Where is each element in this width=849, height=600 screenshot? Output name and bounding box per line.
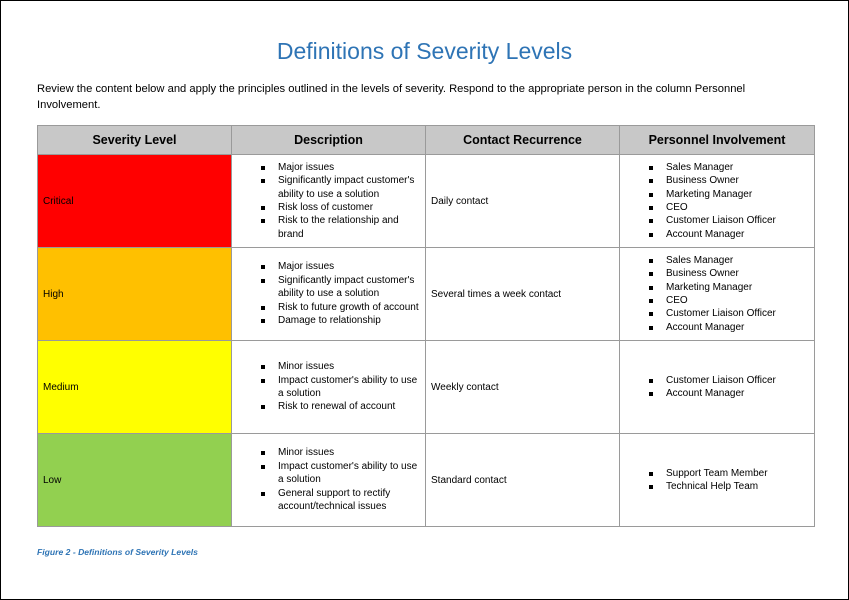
description-list (237, 260, 420, 327)
intro-paragraph: Review the content below and apply the principles outlined in the levels of severity. Respond to the appropriate person in the column Personnel Involvement. (37, 83, 746, 111)
personnel-item: Support Team Member (666, 467, 809, 480)
description-item: Risk to renewal of account (278, 400, 420, 413)
table-row (38, 434, 815, 527)
personnel-item: Customer Liaison Officer (666, 374, 809, 387)
page-title: Definitions of Severity Levels (276, 38, 573, 64)
table-row (38, 341, 815, 434)
severity-level-cell: Low (38, 434, 232, 527)
description-item: Risk to the relationship and brand (278, 214, 420, 241)
description-item: Impact customer's ability to use a solution (278, 374, 420, 401)
personnel-list (625, 374, 809, 401)
description-list (237, 161, 420, 241)
table-header-row (38, 126, 815, 155)
personnel-list (625, 161, 809, 241)
severity-level-cell: Critical (38, 155, 232, 248)
description-item: Risk to future growth of account (278, 301, 419, 313)
personnel-item: Account Manager (666, 387, 809, 400)
personnel-item: CEO (666, 294, 809, 307)
personnel-list (625, 254, 809, 334)
table-row (38, 155, 815, 248)
header-severity-level: Severity Level (38, 126, 232, 155)
severity-level-cell: Medium (38, 341, 232, 434)
description-item: Impact customer's ability to use a solution (278, 460, 420, 487)
header-description: Description (232, 126, 426, 155)
description-list (237, 446, 420, 513)
personnel-item: Marketing Manager (666, 188, 809, 201)
description-cell (232, 434, 426, 527)
contact-recurrence-cell: Standard contact (426, 434, 620, 527)
personnel-item: Business Owner (666, 267, 809, 280)
description-item: Significantly impact customer's ability to use a solution (278, 274, 420, 301)
header-personnel-involvement: Personnel Involvement (620, 126, 815, 155)
personnel-cell (620, 248, 815, 341)
personnel-item: Technical Help Team (666, 480, 809, 493)
personnel-item: Marketing Manager (666, 281, 809, 294)
personnel-cell (620, 341, 815, 434)
description-item: Significantly impact customer's ability to use a solution (278, 174, 420, 201)
description-cell (232, 341, 426, 434)
personnel-item: Sales Manager (666, 254, 809, 267)
table-row (38, 248, 815, 341)
personnel-item: CEO (666, 201, 809, 214)
personnel-item: Customer Liaison Officer (666, 214, 809, 227)
severity-table (37, 125, 815, 527)
personnel-cell (620, 155, 815, 248)
personnel-list (625, 467, 809, 494)
contact-recurrence-cell: Several times a week contact (426, 248, 620, 341)
description-cell (232, 248, 426, 341)
personnel-item: Account Manager (666, 228, 809, 241)
table-body (38, 155, 815, 527)
personnel-item: Sales Manager (666, 161, 809, 174)
description-list (237, 360, 420, 414)
description-item: Damage to relationship (278, 314, 420, 327)
severity-level-cell: High (38, 248, 232, 341)
description-item: General support to rectify account/technical issues (278, 487, 420, 514)
personnel-item: Business Owner (666, 174, 809, 187)
description-item: Risk loss of customer (278, 201, 420, 214)
personnel-item: Account Manager (666, 321, 809, 334)
description-item: Major issues (278, 260, 420, 273)
contact-recurrence-cell: Weekly contact (426, 341, 620, 434)
description-cell (232, 155, 426, 248)
personnel-cell (620, 434, 815, 527)
description-item: Major issues (278, 161, 420, 174)
description-item: Minor issues (278, 360, 420, 373)
description-item: Minor issues (278, 446, 420, 459)
figure-caption: Figure 2 - Definitions of Severity Levels (37, 547, 198, 557)
contact-recurrence-cell: Daily contact (426, 155, 620, 248)
header-contact-recurrence: Contact Recurrence (426, 126, 620, 155)
personnel-item: Customer Liaison Officer (666, 307, 809, 320)
